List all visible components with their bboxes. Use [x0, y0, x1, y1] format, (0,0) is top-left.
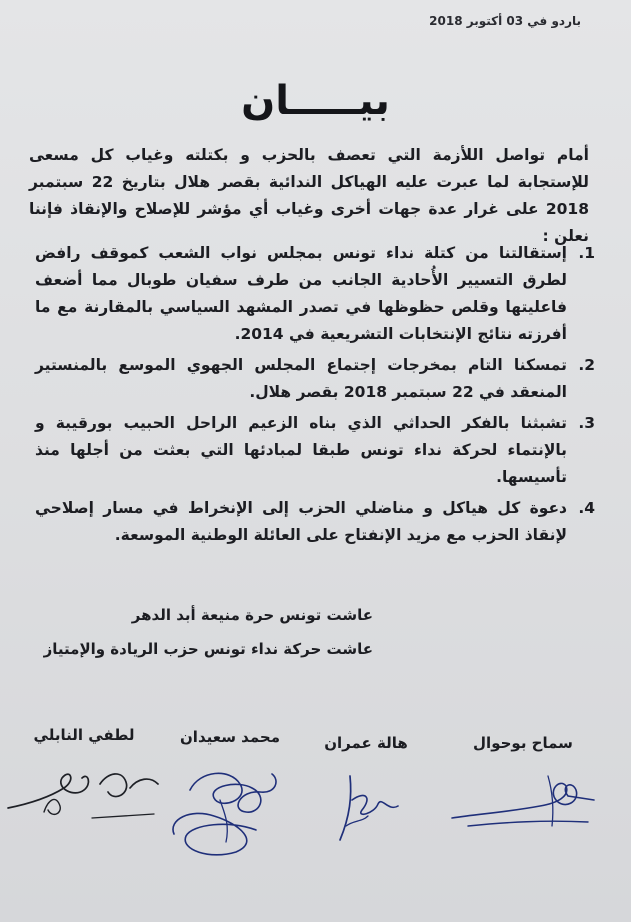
- handwritten-signature: [160, 750, 300, 860]
- signatory: [448, 734, 598, 836]
- handwritten-signature: [316, 756, 416, 846]
- list-item: [35, 352, 595, 406]
- signatory-name: سماح بوحوال: [473, 734, 573, 752]
- document-date: باردو في 03 أكتوبر 2018: [429, 14, 581, 28]
- closing-line: عاشت حركة نداء تونس حزب الريادة والإمتياز: [43, 640, 373, 658]
- intro-paragraph: أمام تواصل اللأزمة التي تعصف بالحزب و بكتلته وغياب كل مسعى للإستجابة لما عبرت عليه الهياكل الندائية بقصر هلال بتاريخ 22 سبتمبر 2018 على غرار عدة جهات أخرى وغياب أي مؤشر للإصلاح والإنقاذ فإننا نعلن :: [29, 146, 589, 245]
- list-item-text: إستقالتنا من كتلة نداء تونس بمجلس نواب الشعب كموقف رافض لطرق التسيير الأُحادية الجانب من طرف سفيان طوبال مما أضعف فاعليتها وقلص حظوظها في تصدر المشهد السياسي بالمقارنة مع ما أفرزته نتائج الإنتخابات التشريعية في 2014.: [35, 244, 567, 343]
- list-item-number: 4.: [578, 499, 595, 517]
- declaration-list: [35, 240, 595, 553]
- list-item-number: 2.: [578, 356, 595, 374]
- list-item: [35, 495, 595, 549]
- list-item: [35, 240, 595, 348]
- list-item: [35, 410, 595, 491]
- signatory-name: محمد سعيدان: [180, 728, 280, 746]
- handwritten-signature: [448, 756, 598, 836]
- signatory-name: لطفي النابلي: [33, 726, 135, 744]
- closing-slogans: [33, 598, 373, 666]
- handwritten-signature: [4, 748, 164, 838]
- list-item-number: 3.: [578, 414, 595, 432]
- document-title: بيـــــان: [241, 78, 390, 124]
- list-item-text: تمسكنا التام بمخرجات إجتماع المجلس الجهوي الموسع بالمنستير المنعقد في 22 سبتمبر 2018 بقصر هلال.: [35, 356, 567, 401]
- list-item-number: 1.: [578, 244, 595, 262]
- signatory-name: هالة عمران: [324, 734, 408, 752]
- signatory: [316, 734, 416, 846]
- signatory: [4, 726, 164, 838]
- signatory: [160, 728, 300, 860]
- list-item-text: تشبثنا بالفكر الحداثي الذي بناه الزعيم الراحل الحبيب بورقيبة و بالإنتماء لحركة نداء تونس طبقا لمبادئها التي بعثت من أجلها منذ تأسيسها.: [35, 414, 567, 486]
- closing-line: عاشت تونس حرة منيعة أبد الدهر: [131, 606, 373, 624]
- list-item-text: دعوة كل هياكل و مناضلي الحزب إلى الإنخراط في مسار إصلاحي لإنقاذ الحزب مع مزيد الإنفتاح على العائلة الوطنية الموسعة.: [35, 499, 567, 544]
- signatories-block: [0, 726, 631, 886]
